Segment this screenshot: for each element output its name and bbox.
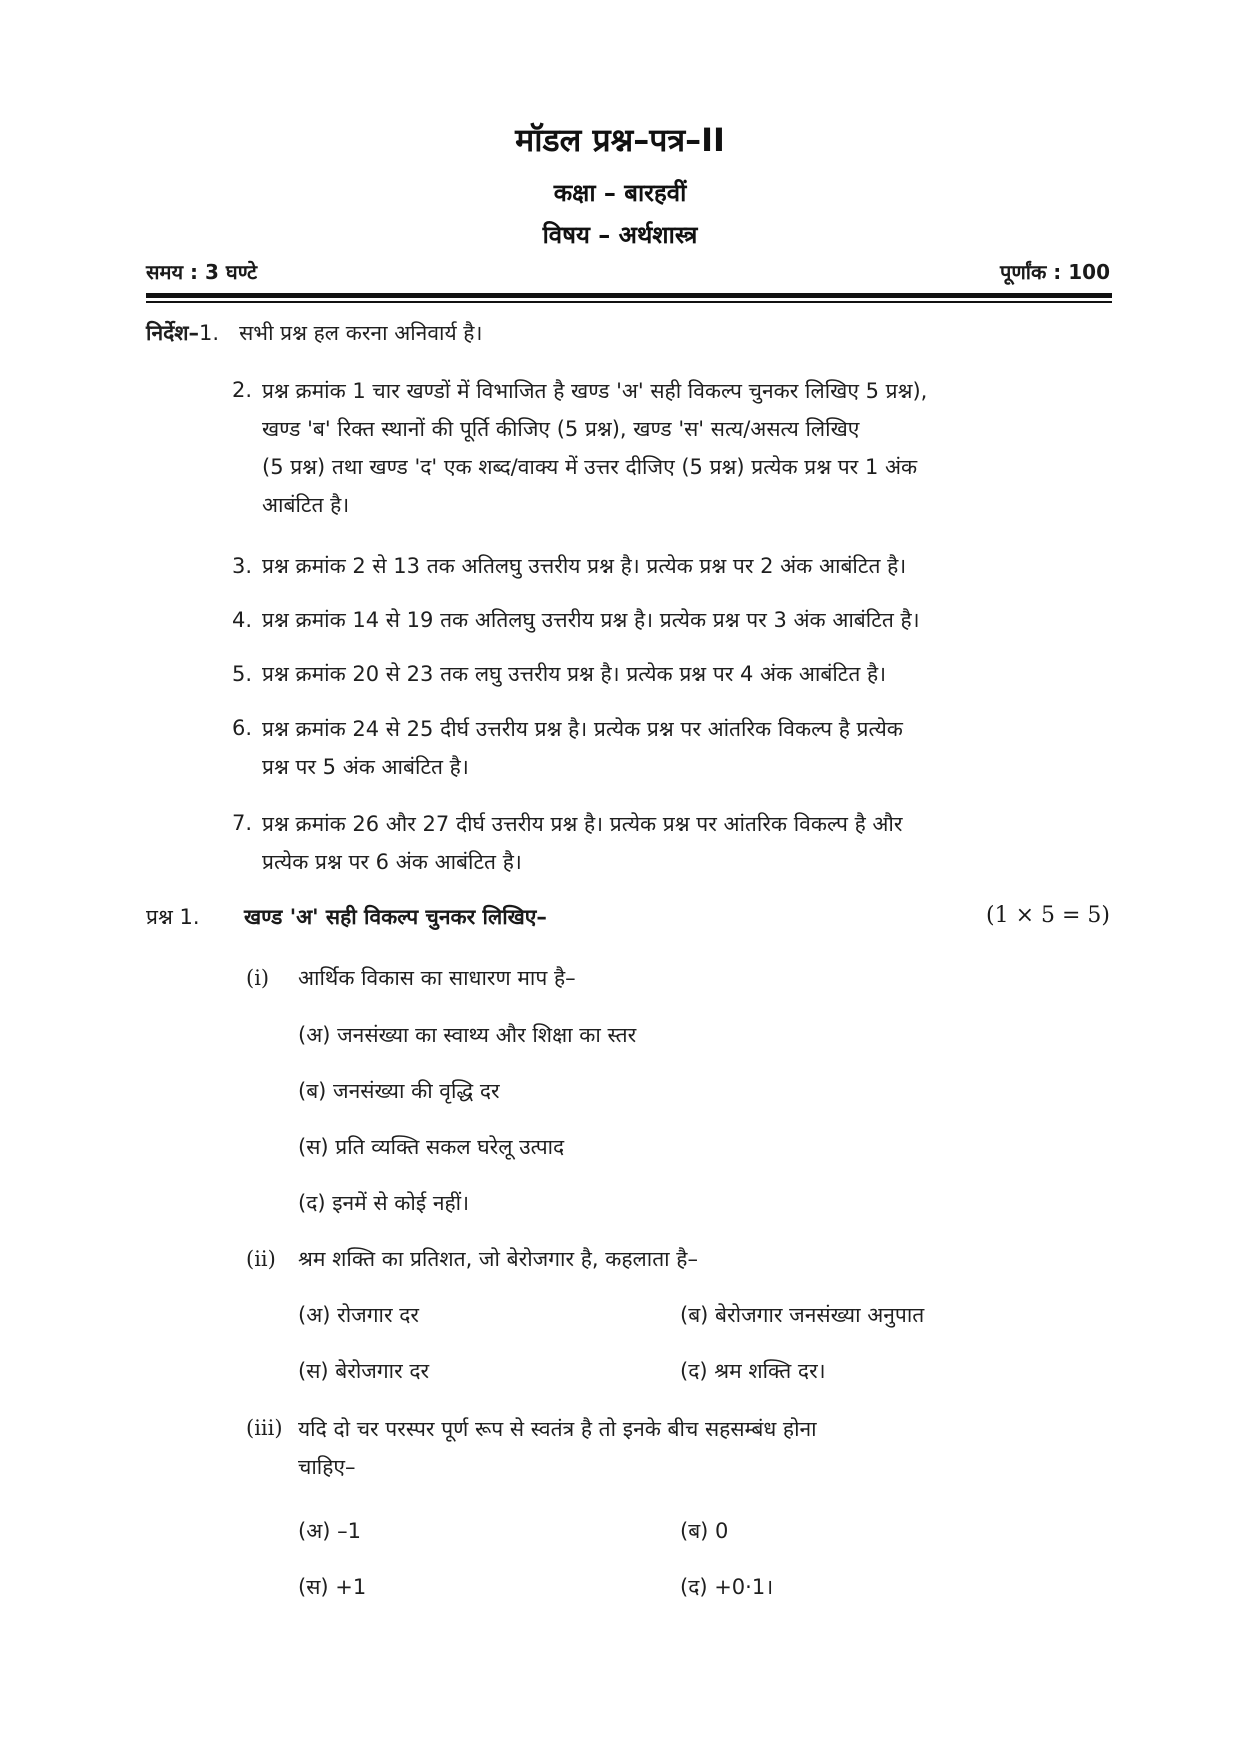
instruction-item-3: 3. प्रश्न क्रमांक 2 से 13 तक अतिलघु उत्तरीय प्रश्न है। प्रत्येक प्रश्न पर 2 अंक आबंटित है। [232,554,907,578]
time-allowed: समय : 3 घण्टे [146,260,258,284]
instruction-item-1: निर्देश–1. सभी प्रश्न हल करना अनिवार्य है। [146,321,483,345]
subquestion-iii-num: (iii) [246,1416,283,1440]
subquestion-ii: (ii) श्रम शक्ति का प्रतिशत, जो बेरोजगार है, कहलाता है– [246,1247,698,1271]
class-heading: कक्षा – बारहवीं [553,179,687,207]
subquestion-i: (i) आर्थिक विकास का साधारण माप है– [246,966,576,990]
instruction-item-7: प्रश्न क्रमांक 26 और 27 दीर्घ उत्तरीय प्रश्न है। प्रत्येक प्रश्न पर आंतरिक विकल्प है और प्रत्येक प्रश्न पर 6 अंक आबंटित है। [262,812,903,874]
option-iii-b: (ब) 0 [680,1519,729,1543]
instruction-item-6: प्रश्न क्रमांक 24 से 25 दीर्घ उत्तरीय प्रश्न है। प्रत्येक प्रश्न पर आंतरिक विकल्प है प्रत्येक प्रश्न पर 5 अंक आबंटित है। [262,717,903,779]
question-1-title: खण्ड 'अ' सही विकल्प चुनकर लिखिए– [244,905,547,929]
instruction-item-2-num: 2. [232,378,253,402]
max-marks: पूर्णांक : 100 [999,260,1110,284]
instruction-item-2: प्रश्न क्रमांक 1 चार खण्डों में विभाजित है खण्ड 'अ' सही विकल्प चुनकर लिखिए 5 प्रश्न), खण्ड 'ब' रिक्त स्थानों की पूर्ति कीजिए (5 प्रश्न), खण्ड 'स' सत्य/असत्य लिखिए (5 प्रश्न) तथा खण्ड 'द' एक शब्द/वाक्य में उत्तर दीजिए (5 प्रश्न) प्रत्येक प्रश्न पर 1 अंक आबंटित है। [262,379,928,517]
instruction-item-4: 4. प्रश्न क्रमांक 14 से 19 तक अतिलघु उत्तरीय प्रश्न है। प्रत्येक प्रश्न पर 3 अंक आबंटित है। [232,608,920,632]
option-iii-d: (द) +0·1। [680,1575,774,1599]
question-1-marks: (1 × 5 = 5) [986,903,1110,928]
option-i-a: (अ) जनसंख्या का स्वाथ्य और शिक्षा का स्तर [298,1023,637,1047]
option-ii-d: (द) श्रम शक्ति दर। [680,1359,826,1383]
option-i-b: (ब) जनसंख्या की वृद्धि दर [298,1079,500,1103]
option-i-d: (द) इनमें से कोई नहीं। [298,1191,470,1215]
subject-heading: विषय – अर्थशास्त्र [542,221,698,249]
subquestion-iii: यदि दो चर परस्पर पूर्ण रूप से स्वतंत्र है तो इनके बीच सहसम्बंध होना चाहिए– [298,1417,817,1479]
option-ii-c: (स) बेरोजगार दर [298,1359,430,1383]
question-1-label: प्रश्न 1. [146,905,200,929]
header-rule-thin [146,301,1112,303]
option-iii-c: (स) +1 [298,1575,367,1599]
option-i-c: (स) प्रति व्यक्ति सकल घरेलू उत्पाद [298,1135,565,1159]
instruction-item-7-num: 7. [232,811,253,835]
option-iii-a: (अ) –1 [298,1519,361,1543]
header-rule-thick [146,293,1112,298]
instructions-label: निर्देश– [146,321,200,345]
option-ii-a: (अ) रोजगार दर [298,1303,419,1327]
instruction-item-5: 5. प्रश्न क्रमांक 20 से 23 तक लघु उत्तरीय प्रश्न है। प्रत्येक प्रश्न पर 4 अंक आबंटित है। [232,662,887,686]
paper-title: मॉडल प्रश्न–पत्र–II [515,121,725,159]
option-ii-b: (ब) बेरोजगार जनसंख्या अनुपात [680,1303,925,1327]
instruction-item-6-num: 6. [232,716,253,740]
